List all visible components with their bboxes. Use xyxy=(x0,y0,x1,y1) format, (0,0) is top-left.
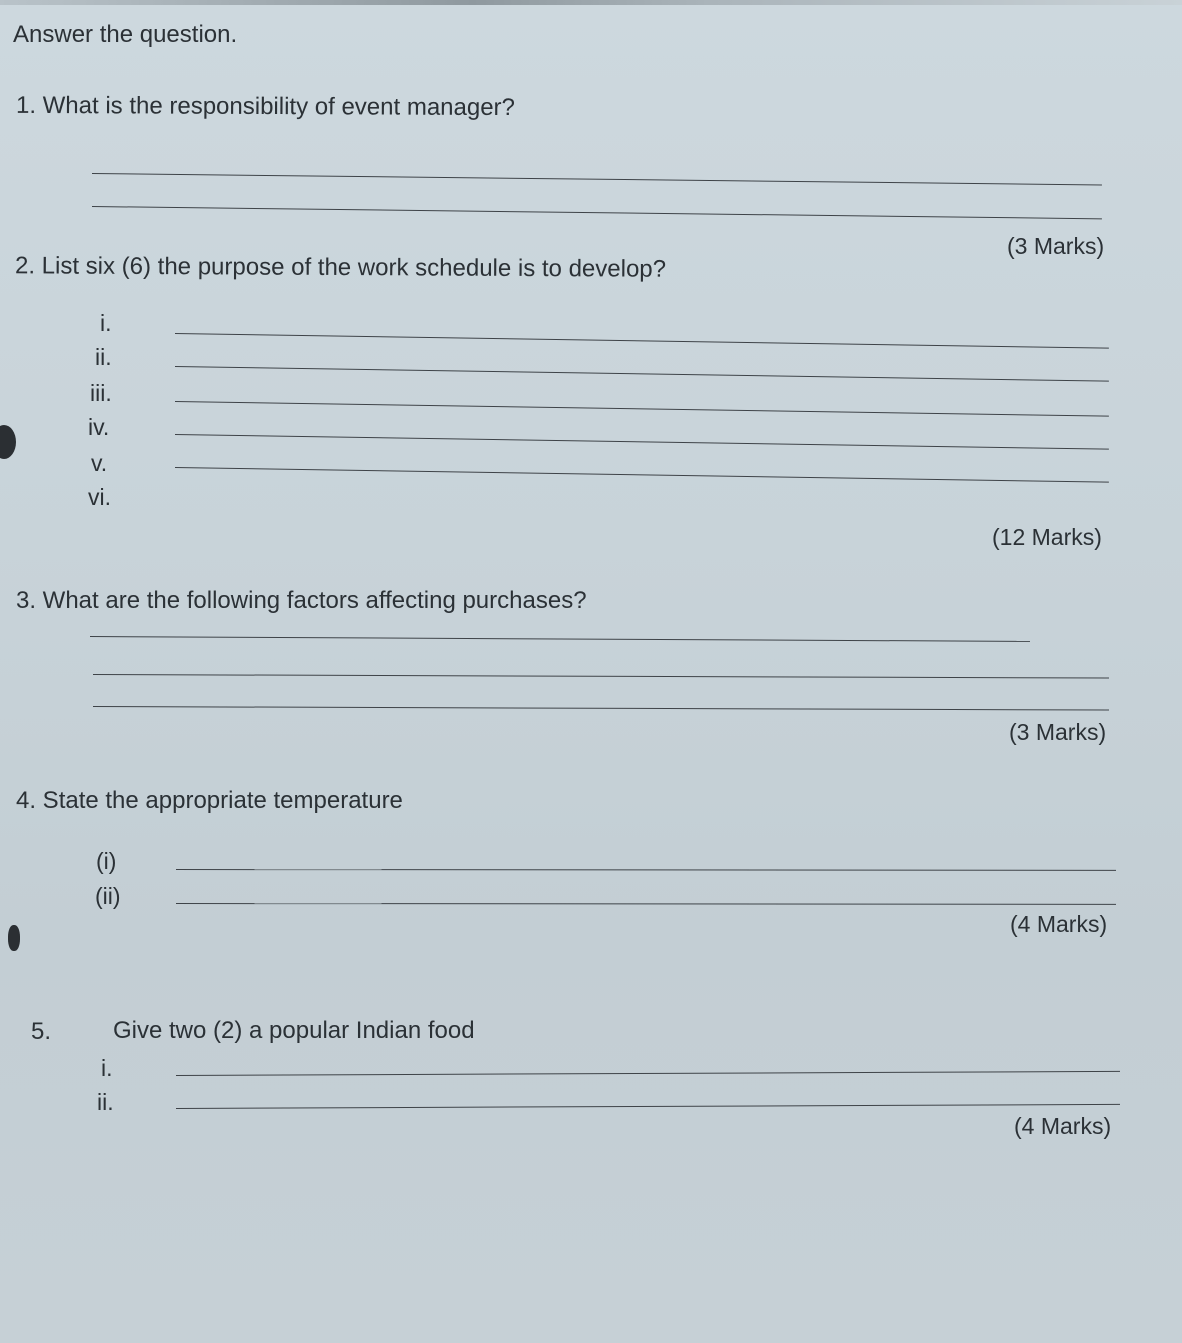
list-item-marker: v. xyxy=(91,450,108,476)
answer-line[interactable] xyxy=(176,1071,1120,1076)
question-3-text: 3. What are the following factors affecting purchases? xyxy=(16,587,587,614)
question-5-number: 5. xyxy=(31,1018,52,1045)
instruction-text: Answer the question. xyxy=(13,21,238,48)
question-5-marks: (4 Marks) xyxy=(1014,1113,1112,1139)
answer-line[interactable] xyxy=(92,206,1102,219)
answer-line[interactable] xyxy=(93,674,1109,679)
answer-line[interactable] xyxy=(176,869,1116,871)
question-5-text: Give two (2) a popular Indian food xyxy=(113,1017,475,1044)
question-3-marks: (3 Marks) xyxy=(1009,719,1107,745)
question-1-text: 1. What is the responsibility of event manager? xyxy=(15,91,515,122)
answer-line[interactable] xyxy=(92,173,1102,185)
answer-line[interactable] xyxy=(176,903,1116,905)
answer-line[interactable] xyxy=(175,333,1109,349)
list-item-marker: i. xyxy=(101,1055,113,1081)
answer-line[interactable] xyxy=(175,401,1109,417)
question-1-marks: (3 Marks) xyxy=(1007,233,1105,259)
question-4-marks: (4 Marks) xyxy=(1010,911,1108,937)
question-4-text: 4. State the appropriate temperature xyxy=(16,787,403,814)
binder-hole xyxy=(8,925,20,951)
answer-line[interactable] xyxy=(176,1104,1120,1109)
list-item-marker: (i) xyxy=(96,848,117,874)
answer-line[interactable] xyxy=(93,706,1109,711)
question-2-marks: (12 Marks) xyxy=(992,524,1102,550)
answer-line[interactable] xyxy=(90,636,1030,642)
list-item-marker: iv. xyxy=(88,414,110,440)
list-item-marker: vi. xyxy=(88,484,111,510)
question-2-text: 2. List six (6) the purpose of the work schedule is to develop? xyxy=(14,252,667,283)
binder-hole xyxy=(0,425,16,459)
list-item-marker: iii. xyxy=(90,380,112,406)
list-item-marker: (ii) xyxy=(95,883,121,909)
list-item-marker: ii. xyxy=(97,1089,114,1115)
answer-line[interactable] xyxy=(175,467,1109,483)
list-item-marker: ii. xyxy=(95,344,112,370)
answer-line[interactable] xyxy=(175,366,1109,382)
list-item-marker: i. xyxy=(100,310,112,336)
answer-line[interactable] xyxy=(175,434,1109,450)
photo-top-edge xyxy=(0,0,1182,5)
